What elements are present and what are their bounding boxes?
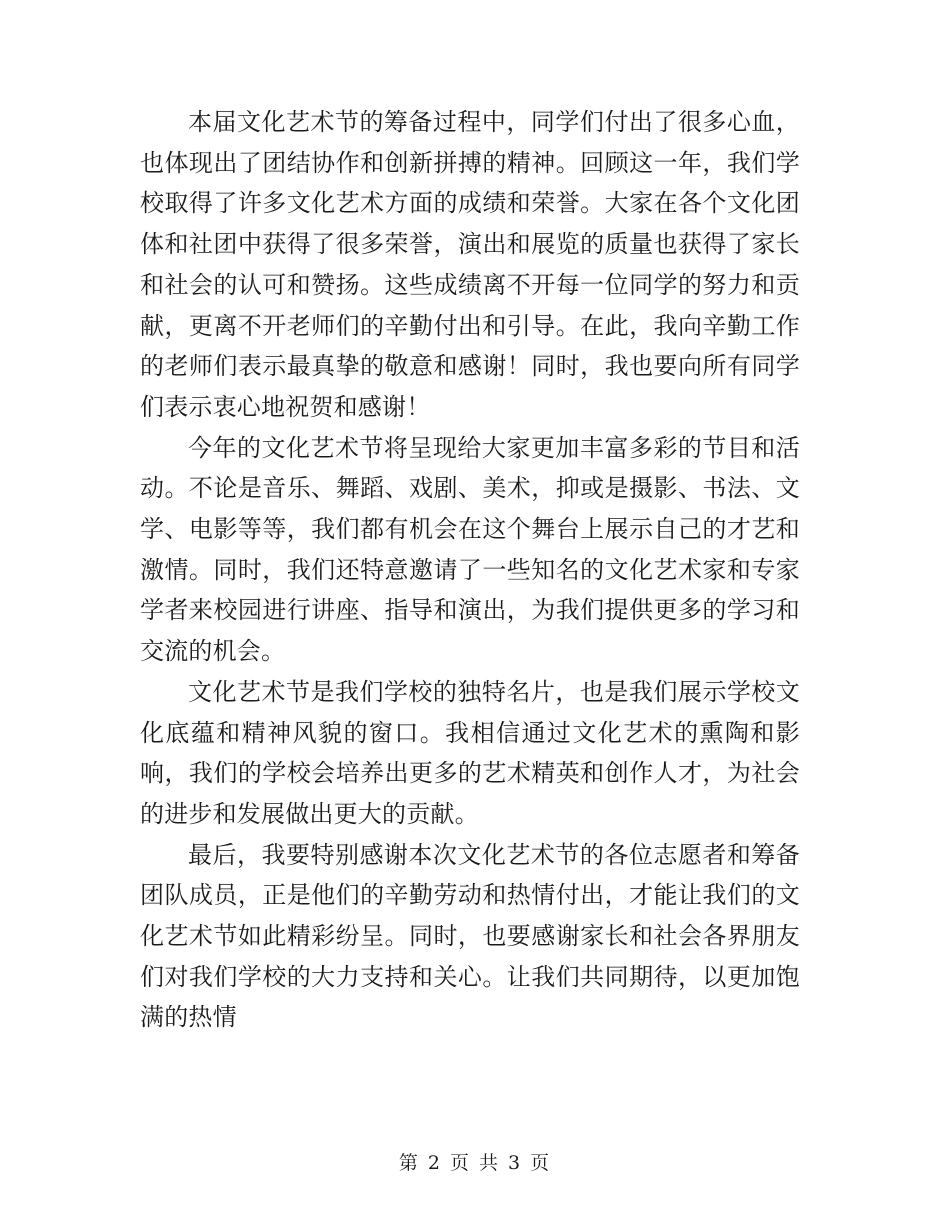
- paragraph-4: 最后，我要特别感谢本次文化艺术节的各位志愿者和筹备团队成员，正是他们的辛勤劳动和热情付出，才能让我们的文化艺术节如此精彩纷呈。同时，也要感谢家长和社会各界朋友们对我们学校的大力支持和关心。让我们共同期待，以更加饱满的热情: [140, 840, 800, 1032]
- paragraph-1: 本届文化艺术节的筹备过程中，同学们付出了很多心血，也体现出了团结协作和创新拼搏的精神。回顾这一年，我们学校取得了许多文化艺术方面的成绩和荣誉。大家在各个文化团体和社团中获得了很多荣誉，演出和展览的质量也获得了家长和社会的认可和赞扬。这些成绩离不开每一位同学的努力和贡献，更离不开老师们的辛勤付出和引导。在此，我向辛勤工作的老师们表示最真挚的敬意和感谢！同时，我也要向所有同学们表示衷心地祝贺和感谢！: [140, 108, 800, 421]
- paragraph-3: 文化艺术节是我们学校的独特名片，也是我们展示学校文化底蕴和精神风貌的窗口。我相信通过文化艺术的熏陶和影响，我们的学校会培养出更多的艺术精英和创作人才，为社会的进步和发展做出更大的贡献。: [140, 677, 800, 828]
- paragraph-2: 今年的文化艺术节将呈现给大家更加丰富多彩的节目和活动。不论是音乐、舞蹈、戏剧、美术，抑或是摄影、书法、文学、电影等等，我们都有机会在这个舞台上展示自己的才艺和激情。同时，我们还特意邀请了一些知名的文化艺术家和专家学者来校园进行讲座、指导和演出，为我们提供更多的学习和交流的机会。: [140, 433, 800, 666]
- document-body: [140, 102, 800, 1038]
- page-number-footer: 第 2 页 共 3 页: [398, 1152, 552, 1174]
